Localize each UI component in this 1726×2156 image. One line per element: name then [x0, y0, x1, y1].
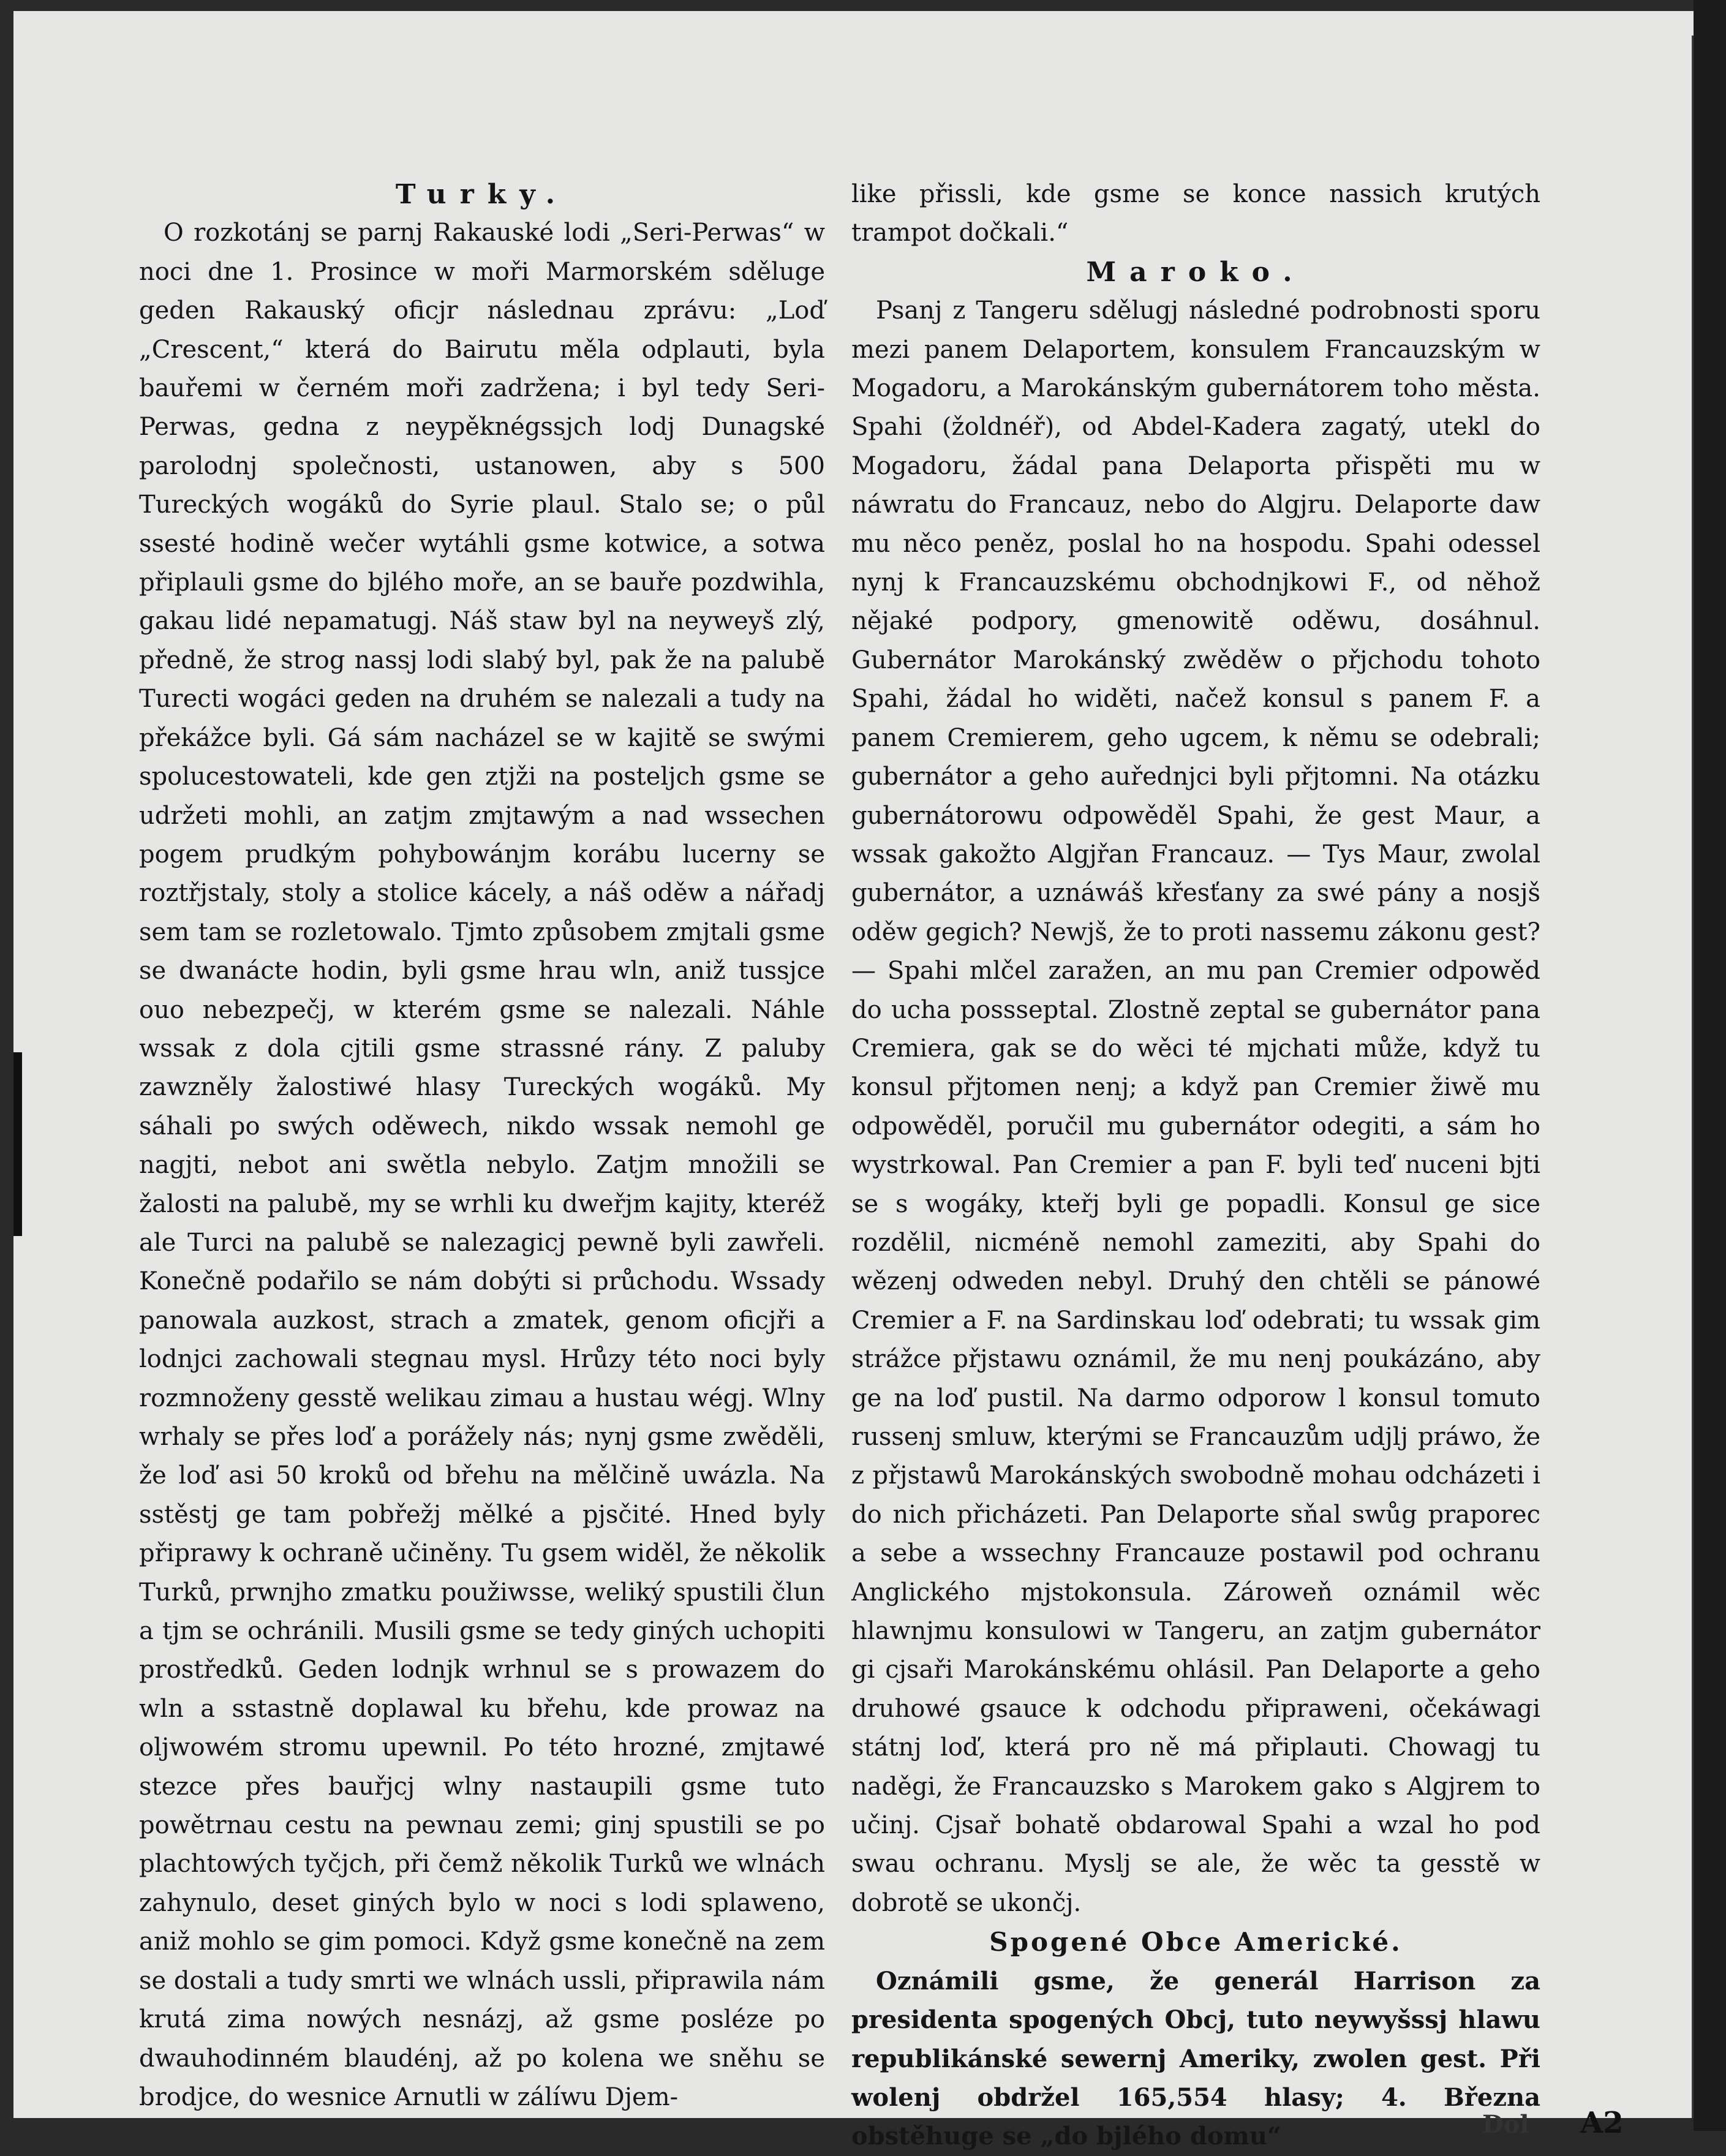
right-column [851, 175, 1540, 2156]
catchword: Dol [1482, 2110, 1529, 2139]
signature-mark: A2 [1580, 2106, 1624, 2140]
article-usa: Oznámili gsme, že generál Harrison za presidenta spogených Obcj, tuto neywyšssj hlawu republikánské sewernj Ameriky, zwolen gest. Při wolenj obdržel 165,554 hlasy; 4. Března obstěhuge se „do bjlého domu“ [851, 1966, 1540, 2151]
scan-border [1694, 0, 1726, 2131]
section-heading-turky: Turky. [395, 179, 569, 210]
binding-shadow [13, 1052, 22, 1236]
article-maroko: Psanj z Tangeru sdělugj následné podrobnosti sporu mezi panem Delaportem, konsulem Francauzským w Mogadoru, a Marokánským gubernátorem toho města. Spahi (žoldnéř), od Abdel-Kadera zagatý, utekl do Mogadoru, žádal pana Delaporta přispěti mu w náwratu do Francauz, nebo do Algjru. Delaporte daw mu něco peněz, poslal ho na hospodu. Spahi odessel nynj k Francauzskému obchodnjkowi F., od něhož nějaké podpory, gmenowitě oděwu, dosáhnul. Gubernátor Marokánský zwěděw o přjchodu tohoto Spahi, žádal ho widěti, načež konsul s panem F. a panem Cremierem, geho ugcem, k němu se odebrali; gubernátor a geho auřednjci byli přjtomni. Na otázku gubernátorowu odpowěděl Spahi, že gest Maur, a wssak gakožto Algjřan Francauz. — Tys Maur, zwolal gubernátor, a uznáwáš křesťany za swé pány a nosjš oděw gegich? Newjš, že to proti nassemu zákonu gest? — Spahi mlčel zaražen, an mu pan Cremier odpowěd do ucha possseptal. Zlostně zeptal se gubernátor pana Cremiera, gak se do wěci té mjchati může, když tu konsul přjtomen nenj; a když pan Cremier žiwě mu odpowěděl, poručil mu gubernátor odegiti, a sám ho wystrkowal. Pan Cremier a pan F. byli teď nuceni bjti se s wogáky, kteřj byli ge popadli. Konsul ge sice rozdělil, nicméně nemohl zameziti, aby Spahi do wězenj odweden nebyl. Druhý den chtěli se pánowé Cremier a F. na Sardinskau loď odebrati; tu wssak gim strážce přjstawu oznámil, že mu nenj poukázáno, aby ge na loď pustil. Na darmo odporow l konsul tomuto russenj smluw, kterými se Francauzům udjlj práwo, že z přjstawů Marokánských swobodně mohau odcházeti i do nich přicházeti. Pan Delaporte sňal swůg praporec a sebe a wssechny Francauze postawil pod ochranu Anglického mjstokonsula. Zároweň oznámil wěc hlawnjmu konsulowi w Tangeru, an zatjm gubernátor gi cjsaři Marokánskému ohlásil. Pan Delaporte a geho druhowé gsauce k odchodu připraweni, očekáwagi státnj loď, která pro ně má připlauti. Chowagj tu naděgi, že Francauzsko s Marokem gako s Algjrem to učinj. Cjsař bohatě obdarowal Spahi a wzal ho pod swau ochranu. Myslj se ale, že wěc ta gesstě w dobrotě se ukončj. [851, 296, 1540, 1917]
article-turky: O rozkotánj se parnj Rakauské lodi „Seri-Perwas“ w noci dne 1. Prosince w moři Marmorském sděluge geden Rakauský oficjr následnau zprávu: „Loď „Crescent,“ která do Bairutu měla odplauti, byla bauřemi w černém moři zadržena; i byl tedy Seri-Perwas, gedna z neypěknégssjch lodj Dunagské parolodnj společnosti, ustanowen, aby s 500 Tureckých wogáků do Syrie plaul. Stalo se; o půl ssesté hodině wečer wytáhli gsme kotwice, a sotwa připlauli gsme do bjlého moře, an se bauře pozdwihla, gakau lidé nepamatugj. Náš staw byl na neyweyš zlý, předně, že strog nassj lodi slabý byl, pak že na palubě Turecti wogáci geden na druhém se nalezali a tudy na překážce byli. Gá sám nacházel se w kajitě se swými spolucestowateli, kde gen ztjži na posteljch gsme se udržeti mohli, an zatjm zmjtawým a nad wssechen pogem prudkým pohybowánjm korábu lucerny se roztřjstaly, stoly a stolice kácely, a náš oděw a nářadj sem tam se rozletowalo. Tjmto způsobem zmjtali gsme se dwanácte hodin, byli gsme hrau wln, aniž tussjce ouo nebezpečj, w kterém gsme se nalezali. Náhle wssak z dola cjtili gsme strassné rány. Z paluby zawzněly žalostiwé hlasy Tureckých wogáků. My sáhali po swých oděwech, nikdo wssak nemohl ge nagjti, nebot ani swětla nebylo. Zatjm množili se žalosti na palubě, my se wrhli ku dweřjm kajity, kteréž ale Turci na palubě se nalezagicj pewně byli zawřeli. Konečně podařilo se nám dobýti si průchodu. Wssady panowala auzkost, strach a zmatek, genom oficjři a lodnjci zachowali stegnau mysl. Hrůzy této noci byly rozmnoženy gesstě welikau zimau a hustau wégj. Wlny wrhaly se přes loď a porážely nás; nynj gsme zwěděli, že loď asi 50 kroků od břehu na mělčině uwázla. Na sstěstj ge tam pobřežj mělké a pjsčité. Hned byly připrawy k ochraně učiněny. Tu gsem widěl, že několik Turků, prwnjho zmatku použiwsse, weliký spustili člun a tjm se ochránili. Musili gsme se tedy giných uchopiti prostředků. Geden lodnjk wrhnul se s prowazem do wln a sstastně doplawal ku břehu, kde prowaz na oljwowém stromu upewnil. Po této hrozné, zmjtawé stezce přes bauřjcj wlny nastaupili gsme tuto powětrnau cestu na pewnau zemi; ginj spustili se po plachtowých tyčjch, při čemž několik Turků we wlnách zahynulo, deset giných bylo w noci s lodi splaweno, aniž mohlo se gim pomoci. Když gsme konečně na zem se dostali a tudy smrti we wlnách ussli, připrawila nám krutá zima nowých nesnázj, až gsme posléze po dwauhodinném blaudénj, až po kolena we sněhu se brodjce, do wesnice Arnutli w zálíwu Djem- [139, 219, 825, 2111]
left-column [139, 175, 825, 2117]
article-turky-continuation: like přissli, kde gsme se konce nassich krutých trampot dočkali.“ [851, 180, 1540, 247]
section-heading-usa: Spogené Obce Americké. [989, 1927, 1403, 1958]
section-heading-maroko: Maroko. [1086, 256, 1306, 288]
